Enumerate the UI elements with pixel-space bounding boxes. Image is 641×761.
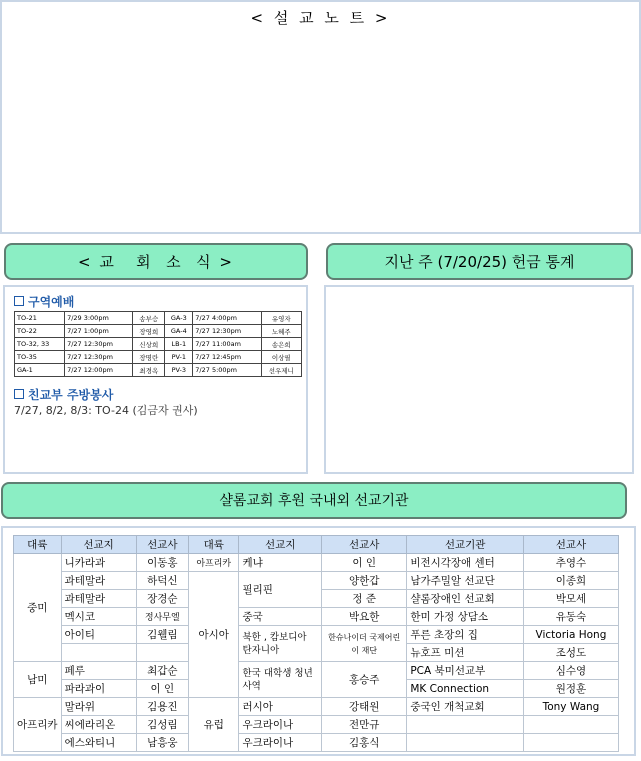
district-worship-heading (14, 293, 74, 310)
missions-cell: 전만규 (322, 716, 407, 734)
schedule-cell: 신상희 (133, 338, 165, 351)
schedule-cell: TO-32, 33 (15, 338, 65, 351)
missions-cell: 아이티 (61, 626, 136, 644)
missions-header-cell: 선교사 (136, 536, 188, 554)
missions-row (14, 554, 619, 572)
missions-row (14, 608, 619, 626)
missions-cell: 말라위 (61, 698, 136, 716)
offering-stats-title: 지난 주 (7/20/25) 헌금 통계 (384, 253, 575, 271)
schedule-cell: LB-1 (165, 338, 193, 351)
missions-header (1, 482, 627, 519)
missions-cell: 아시아 (188, 572, 239, 698)
missions-cell: 중미 (14, 554, 62, 662)
schedule-cell: TO-22 (15, 325, 65, 338)
missions-header-cell: 선교지 (239, 536, 322, 554)
missions-cell: 과테말라 (61, 590, 136, 608)
schedule-cell: 송은희 (261, 338, 301, 351)
missions-header-cell: 대륙 (14, 536, 62, 554)
missions-cell: 김웰림 (136, 626, 188, 644)
missions-cell: 추영수 (523, 554, 618, 572)
missions-cell: Tony Wang (523, 698, 618, 716)
schedule-row (15, 351, 302, 364)
missions-cell: 정사무엘 (136, 608, 188, 626)
missions-cell: 샬롬장애인 선교회 (407, 590, 524, 608)
square-bullet-icon (14, 389, 24, 399)
missions-cell (523, 716, 618, 734)
missions-cell: 이종희 (523, 572, 618, 590)
missions-header-cell: 선교사 (523, 536, 618, 554)
missions-cell: 에스와티니 (61, 734, 136, 752)
missions-cell: 유동숙 (523, 608, 618, 626)
missions-header-cell: 선교기관 (407, 536, 524, 554)
missions-title: 샬롬교회 후원 국내외 선교기관 (219, 493, 409, 509)
missions-cell: 김용진 (136, 698, 188, 716)
missions-row (14, 626, 619, 644)
district-schedule-table (14, 311, 302, 377)
schedule-cell: PV-1 (165, 351, 193, 364)
schedule-cell: 7/27 11:00am (193, 338, 261, 351)
schedule-cell: 7/27 12:45pm (193, 351, 261, 364)
offering-stats-panel (324, 285, 634, 474)
church-news-panel (3, 285, 308, 474)
kitchen-service-heading (14, 386, 113, 403)
church-news-header (4, 243, 308, 280)
offering-stats-header (326, 243, 633, 280)
missions-cell: 정 준 (322, 590, 407, 608)
schedule-cell: TO-35 (15, 351, 65, 364)
missions-cell: 비전시각장애 센터 (407, 554, 524, 572)
schedule-cell: PV-3 (165, 364, 193, 377)
missions-header-cell: 선교사 (322, 536, 407, 554)
missions-cell (523, 734, 618, 752)
missions-cell: 양한갑 (322, 572, 407, 590)
missions-row (14, 716, 619, 734)
district-worship-label: 구역예배 (28, 295, 75, 309)
missions-cell: 러시아 (239, 698, 322, 716)
missions-cell: 원정훈 (523, 680, 618, 698)
missions-cell: 씨에라리온 (61, 716, 136, 734)
schedule-cell: 선우제니 (261, 364, 301, 377)
missions-cell: 뉴호프 미션 (407, 644, 524, 662)
missions-cell: 니카라과 (61, 554, 136, 572)
missions-cell: 중국 (239, 608, 322, 626)
missions-cell: 김성림 (136, 716, 188, 734)
missions-cell: 아프리카 (14, 698, 62, 752)
missions-cell: 이동홍 (136, 554, 188, 572)
missions-cell: 남흥웅 (136, 734, 188, 752)
missions-cell: 조성도 (523, 644, 618, 662)
missions-cell: 과테말라 (61, 572, 136, 590)
missions-cell: 우크라이나 (239, 716, 322, 734)
schedule-cell: 7/27 12:30pm (65, 338, 133, 351)
missions-row (14, 662, 619, 680)
schedule-cell: 7/27 1:00pm (65, 325, 133, 338)
missions-cell: 북한 , 캄보디아 탄자니아 (239, 626, 322, 662)
missions-cell: 김홍식 (322, 734, 407, 752)
missions-header-cell: 선교지 (61, 536, 136, 554)
missions-cell: 남미 (14, 662, 62, 698)
schedule-cell: 7/27 12:30pm (65, 351, 133, 364)
missions-cell: 필리핀 (239, 572, 322, 608)
missions-cell: 한미 가정 상담소 (407, 608, 524, 626)
missions-cell: 페루 (61, 662, 136, 680)
missions-cell (407, 716, 524, 734)
missions-cell: PCA 북미선교부 (407, 662, 524, 680)
missions-cell: 아프리카 (188, 554, 239, 572)
kitchen-service-label: 친교부 주방봉사 (28, 388, 114, 402)
schedule-cell: TO-21 (15, 312, 65, 325)
missions-cell: 박요한 (322, 608, 407, 626)
schedule-cell: 노혜주 (261, 325, 301, 338)
missions-cell: 홍승주 (322, 662, 407, 698)
schedule-row (15, 364, 302, 377)
missions-cell: 한국 대학생 청년 사역 (239, 662, 322, 698)
schedule-cell: 장명란 (133, 351, 165, 364)
missions-cell: 한슈나이더 국제어린이 재단 (322, 626, 407, 662)
missions-cell: Victoria Hong (523, 626, 618, 644)
missions-cell (136, 644, 188, 662)
missions-cell: 최갑순 (136, 662, 188, 680)
square-bullet-icon (14, 296, 24, 306)
schedule-cell: 유영자 (261, 312, 301, 325)
kitchen-service-text: 7/27, 8/2, 8/3: TO-24 (김금자 권사) (14, 404, 198, 417)
missions-cell (407, 734, 524, 752)
missions-cell: 박모세 (523, 590, 618, 608)
missions-cell: 이 인 (322, 554, 407, 572)
missions-cell: 이 인 (136, 680, 188, 698)
schedule-cell: 7/27 12:00pm (65, 364, 133, 377)
schedule-row (15, 338, 302, 351)
schedule-cell: 7/27 5:00pm (193, 364, 261, 377)
schedule-cell: 장영희 (133, 325, 165, 338)
missions-cell: 중국인 개척교회 (407, 698, 524, 716)
schedule-cell: 송부승 (133, 312, 165, 325)
missions-header-cell: 대륙 (188, 536, 239, 554)
missions-cell: 심수영 (523, 662, 618, 680)
missions-cell: 장경순 (136, 590, 188, 608)
missions-cell: 케냐 (239, 554, 322, 572)
missions-table (13, 535, 619, 752)
schedule-cell: 7/27 4:00pm (193, 312, 261, 325)
missions-cell: 파라과이 (61, 680, 136, 698)
missions-cell: 멕시코 (61, 608, 136, 626)
missions-cell: 하덕신 (136, 572, 188, 590)
missions-cell: 우크라이나 (239, 734, 322, 752)
missions-row (14, 734, 619, 752)
church-news-title: < 교 회 소 식 > (77, 253, 234, 271)
schedule-cell: GA-3 (165, 312, 193, 325)
schedule-cell: 7/29 3:00pm (65, 312, 133, 325)
missions-cell: 푸른 초장의 집 (407, 626, 524, 644)
missions-cell: MK Connection (407, 680, 524, 698)
missions-cell: 남가주밀알 선교단 (407, 572, 524, 590)
schedule-cell: 이상필 (261, 351, 301, 364)
sermon-notes-title: < 설 교 노 트 > (250, 9, 391, 27)
schedule-cell: GA-4 (165, 325, 193, 338)
sermon-notes-panel (0, 0, 641, 234)
schedule-row (15, 312, 302, 325)
schedule-row (15, 325, 302, 338)
schedule-cell: GA-1 (15, 364, 65, 377)
schedule-cell: 최경옥 (133, 364, 165, 377)
schedule-cell: 7/27 12:30pm (193, 325, 261, 338)
missions-row (14, 698, 619, 716)
missions-cell: 유럽 (188, 698, 239, 752)
missions-cell: 강태원 (322, 698, 407, 716)
missions-cell (61, 644, 136, 662)
missions-row (14, 572, 619, 590)
